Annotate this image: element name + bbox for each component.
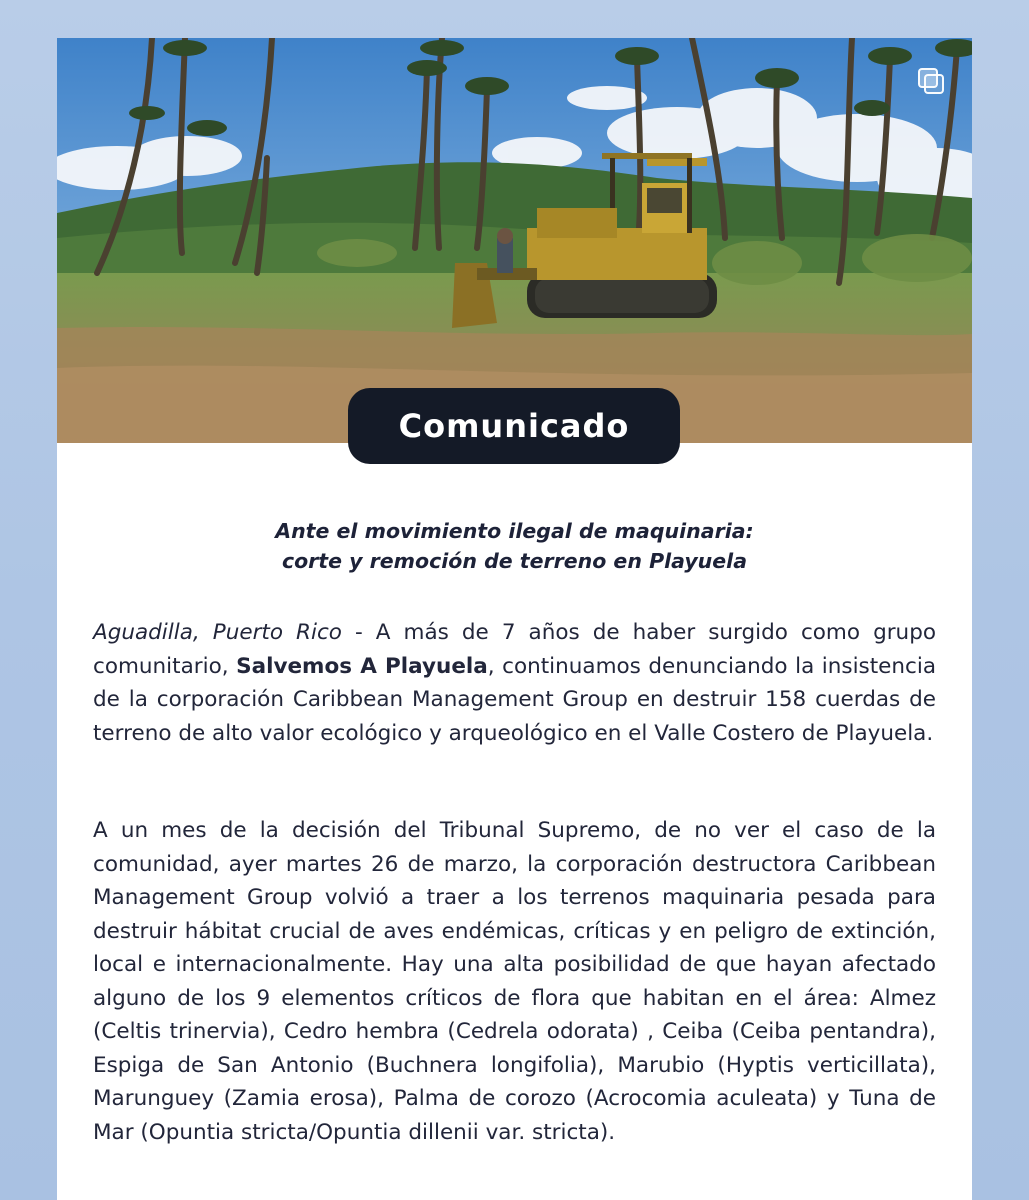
organization-name: Salvemos A Playuela: [236, 653, 488, 679]
location-text: Aguadilla, Puerto Rico: [93, 620, 342, 645]
subtitle-line-2: corte y remoción de terreno en Playuela: [281, 549, 748, 573]
header-photo: [57, 38, 972, 443]
communique-badge: Comunicado: [348, 388, 680, 464]
paragraph-2: A un mes de la decisión del Tribunal Supremo, de no ver el caso de la comunidad, ayer martes 26 de marzo, la corporación destructora Caribbean Management Group volvió a traer a los terrenos maquinaria pesada para destruir hábitat crucial de aves endémicas, críticas y en peligro de extinción, local e internacionalmente. Hay una alta posibilidad de que hayan afectado alguno de los 9 elementos críticos de flora que habitan en el área: Almez (Celtis trinervia), Cedro hembra (Cedrela odorata) , Ceiba (Ceiba pentandra), Espiga de San Antonio (Buchnera longifolia), Marubio (Hyptis verticillata), Marunguey (Zamia erosa), Palma de corozo (Acrocomia aculeata) y Tuna de Mar (Opuntia stricta/Opuntia dillenii var. stricta).: [93, 818, 936, 1145]
post-card: [57, 38, 972, 1200]
paragraph-1: [93, 616, 936, 750]
paragraph-1-text-b: , continuamos denunciando la insistencia de la corporación Caribbean Management Group en destruir 158 cuerdas de terreno de alto valor ecológico y arqueológico en el Valle Costero de Playuela.: [93, 653, 936, 746]
paragraph-1-text-a: - A más de 7 años de haber surgido como grupo comunitario,: [93, 620, 936, 679]
subtitle-line-1: Ante el movimiento ilegal de maquinaria:: [275, 519, 754, 543]
carousel-icon: [918, 68, 944, 94]
communique-subtitle: [57, 516, 972, 576]
